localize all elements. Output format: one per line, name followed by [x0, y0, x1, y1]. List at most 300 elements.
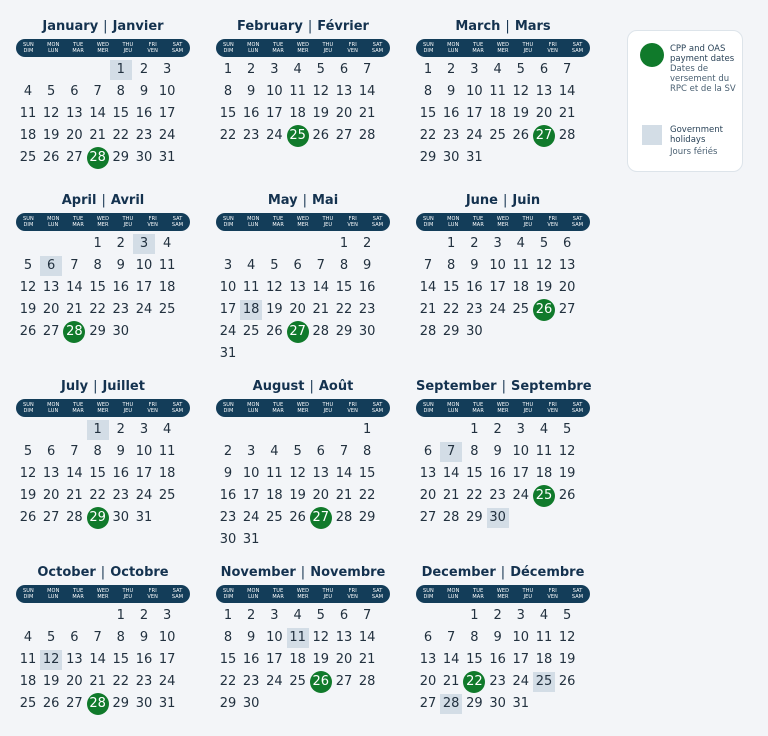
month-title: [416, 378, 590, 396]
day-grid: [416, 418, 590, 550]
calendar-day: 12: [558, 630, 576, 645]
calendar-day: 13: [66, 106, 83, 121]
calendar-day: 16: [242, 106, 260, 121]
month-october: [16, 564, 190, 736]
day-grid: [216, 232, 390, 364]
weekday-fr: SAM: [371, 48, 384, 54]
payment-date-day: 25: [287, 125, 309, 147]
weekday-fr: LUN: [48, 222, 59, 228]
calendar-day: 8: [447, 258, 456, 273]
calendar-day: 12: [42, 106, 60, 121]
calendar-day: 14: [442, 466, 460, 481]
weekday-fr: LUN: [48, 594, 59, 600]
calendar-day: 9: [116, 444, 125, 459]
weekday-label: [365, 585, 390, 603]
weekday-header: [16, 213, 190, 231]
weekday-en: FRI: [148, 42, 157, 48]
payment-date-day: 29: [87, 507, 109, 529]
calendar-day: 11: [158, 444, 176, 459]
title-separator: |: [100, 565, 106, 580]
calendar-day: 23: [489, 488, 506, 503]
calendar-day: 22: [112, 128, 130, 143]
calendar-day: 10: [489, 258, 506, 273]
weekday-label: [491, 39, 516, 57]
calendar-day: 29: [466, 696, 483, 711]
calendar-day: 1: [470, 422, 479, 437]
month-name-fr: Octobre: [110, 565, 169, 580]
weekday-en: TUE: [73, 42, 84, 48]
month-name-fr: Mars: [514, 19, 551, 34]
calendar-day: 16: [358, 280, 376, 295]
calendar-day: 13: [335, 630, 353, 645]
calendar-day: 22: [442, 302, 460, 317]
weekday-label: [41, 213, 66, 231]
calendar-day: 13: [42, 280, 60, 295]
weekday-fr: JEU: [323, 48, 333, 54]
weekday-en: TUE: [473, 42, 484, 48]
calendar-day: 20: [419, 488, 437, 503]
holiday-swatch: [642, 125, 662, 145]
day-grid: [216, 604, 390, 736]
weekday-fr: MER: [297, 594, 309, 600]
calendar-day: 19: [19, 488, 37, 503]
calendar-day: 14: [312, 280, 330, 295]
calendar-day: 20: [66, 128, 83, 143]
weekday-label: [66, 399, 91, 417]
weekday-fr: JEU: [523, 408, 533, 414]
weekday-en: SUN: [222, 216, 234, 222]
weekday-en: FRI: [148, 216, 157, 222]
calendar-day: 13: [419, 466, 437, 481]
weekday-en: FRI: [348, 42, 357, 48]
month-november: [216, 564, 390, 736]
calendar-day: 18: [19, 674, 37, 689]
weekday-label: [515, 213, 540, 231]
weekday-label: [140, 585, 165, 603]
weekday-label: [165, 213, 190, 231]
calendar-day: 27: [419, 510, 437, 525]
weekday-label: [41, 399, 66, 417]
calendar-day: 30: [358, 324, 376, 339]
weekday-fr: DIM: [223, 408, 234, 414]
month-name-fr: Novembre: [310, 565, 386, 580]
weekday-fr: VEN: [547, 408, 559, 414]
calendar-day: 6: [47, 444, 56, 459]
weekday-fr: VEN: [347, 408, 359, 414]
month-may: [216, 192, 390, 364]
calendar-day: 12: [558, 444, 576, 459]
calendar-day: 23: [442, 128, 460, 143]
weekday-label: [315, 39, 340, 57]
calendar-day: 21: [442, 674, 460, 689]
calendar-day: 20: [535, 106, 553, 121]
weekday-label: [291, 585, 316, 603]
calendar-day: 21: [442, 488, 460, 503]
month-name-en: November: [220, 565, 296, 580]
weekday-label: [491, 399, 516, 417]
weekday-en: WED: [296, 588, 310, 594]
calendar-day: 7: [316, 258, 325, 273]
calendar-day: 2: [470, 236, 479, 251]
calendar-day: 6: [316, 444, 325, 459]
weekday-fr: JEU: [523, 222, 533, 228]
calendar-day: 20: [289, 302, 306, 317]
calendar-day: 7: [70, 444, 79, 459]
calendar-day: 4: [539, 608, 549, 623]
calendar-day: 30: [242, 696, 260, 711]
month-title: [16, 192, 190, 210]
calendar-day: 18: [535, 466, 553, 481]
weekday-en: SUN: [22, 216, 34, 222]
legend-payment-fr: Dates de versement du RPC et de la SV: [670, 64, 736, 94]
calendar-day: 9: [493, 630, 502, 645]
month-august: [216, 378, 390, 550]
weekday-en: SAT: [372, 402, 383, 408]
calendar-day: 31: [158, 696, 176, 711]
calendar-day: 20: [558, 280, 576, 295]
calendar-day: 8: [116, 84, 125, 99]
calendar-day: 28: [358, 128, 376, 143]
weekday-label: [241, 585, 266, 603]
weekday-fr: DIM: [423, 408, 434, 414]
weekday-fr: DIM: [423, 222, 434, 228]
weekday-label: [416, 585, 441, 603]
calendar-day: 13: [289, 280, 306, 295]
calendar-day: 18: [289, 106, 306, 121]
calendar-day: 28: [335, 510, 353, 525]
weekday-label: [565, 585, 590, 603]
weekday-label: [16, 585, 41, 603]
month-march: [416, 18, 590, 190]
weekday-fr: LUN: [248, 408, 259, 414]
calendar-day: 1: [339, 236, 349, 251]
calendar-day: 14: [442, 652, 460, 667]
month-february: [216, 18, 390, 190]
calendar-day: 24: [158, 674, 176, 689]
weekday-label: [66, 585, 91, 603]
calendar-day: 29: [335, 324, 353, 339]
weekday-en: SAT: [372, 42, 383, 48]
weekday-fr: VEN: [147, 48, 159, 54]
calendar-day: 5: [293, 444, 302, 459]
weekday-en: WED: [96, 588, 110, 594]
weekday-fr: VEN: [347, 48, 359, 54]
calendar-day: 23: [466, 302, 483, 317]
calendar-day: 1: [223, 608, 233, 623]
weekday-en: THU: [522, 216, 534, 222]
weekday-label: [140, 39, 165, 57]
weekday-en: TUE: [473, 216, 484, 222]
calendar-day: 27: [335, 128, 353, 143]
calendar-day: 24: [135, 302, 153, 317]
weekday-en: WED: [96, 42, 110, 48]
calendar-day: 25: [158, 302, 176, 317]
calendar-day: 21: [66, 488, 83, 503]
weekday-en: SUN: [222, 42, 234, 48]
calendar-day: 26: [266, 324, 283, 339]
weekday-fr: VEN: [147, 222, 159, 228]
legend-holiday-text: [670, 125, 740, 157]
weekday-fr: VEN: [147, 594, 159, 600]
calendar-day: 23: [135, 128, 153, 143]
calendar-day: 29: [89, 324, 106, 339]
calendar-day: 12: [535, 258, 553, 273]
weekday-label: [91, 585, 116, 603]
weekday-label: [16, 39, 41, 57]
title-separator: |: [501, 379, 506, 394]
weekday-label: [466, 39, 491, 57]
calendar-day: 22: [89, 302, 106, 317]
month-name-en: December: [421, 565, 496, 580]
calendar-day: 10: [512, 630, 530, 645]
weekday-fr: MAR: [72, 48, 84, 54]
month-name-en: September: [416, 379, 497, 394]
calendar-day: 9: [470, 258, 479, 273]
calendar-day: 10: [266, 84, 283, 99]
weekday-label: [66, 39, 91, 57]
calendar-day: 1: [223, 62, 233, 77]
calendar-day: 23: [489, 674, 506, 689]
weekday-fr: MER: [97, 48, 109, 54]
payment-date-swatch: [640, 43, 664, 67]
weekday-en: THU: [522, 402, 534, 408]
weekday-label: [140, 399, 165, 417]
month-april: [16, 192, 190, 364]
calendar-day: 21: [89, 674, 106, 689]
weekday-label: [216, 39, 241, 57]
calendar-day: 22: [112, 674, 130, 689]
calendar-day: 13: [66, 652, 83, 667]
weekday-fr: LUN: [448, 408, 459, 414]
weekday-fr: MER: [497, 408, 509, 414]
calendar-day: 29: [442, 324, 460, 339]
title-separator: |: [93, 379, 98, 394]
calendar-day: 24: [466, 128, 483, 143]
weekday-en: FRI: [548, 402, 557, 408]
weekday-en: MON: [47, 42, 60, 48]
weekday-en: FRI: [548, 588, 557, 594]
weekday-label: [291, 213, 316, 231]
calendar-day: 2: [447, 62, 456, 77]
calendar-day: 21: [358, 106, 376, 121]
calendar-day: 17: [512, 466, 530, 481]
calendar-day: 2: [223, 444, 233, 459]
calendar-day: 29: [219, 696, 237, 711]
calendar-day: 6: [339, 62, 349, 77]
month-title: [216, 378, 390, 396]
weekday-en: THU: [522, 588, 534, 594]
weekday-en: FRI: [548, 42, 557, 48]
payment-date-day: 22: [463, 671, 485, 693]
weekday-fr: LUN: [48, 48, 59, 54]
calendar-day: 16: [489, 466, 506, 481]
calendar-day: 29: [358, 510, 376, 525]
holiday-day: 7: [440, 442, 462, 462]
calendar-day: 8: [470, 444, 479, 459]
calendar-day: 19: [42, 128, 60, 143]
calendar-day: 14: [358, 84, 376, 99]
calendar-day: 13: [558, 258, 576, 273]
month-title: [216, 564, 390, 582]
calendar-day: 8: [116, 630, 125, 645]
calendar-day: 5: [539, 236, 549, 251]
calendar-day: 7: [93, 84, 102, 99]
calendar-day: 15: [112, 106, 130, 121]
weekday-label: [315, 213, 340, 231]
month-title: [216, 18, 390, 36]
calendar-day: 14: [419, 280, 437, 295]
calendar-day: 14: [89, 652, 106, 667]
weekday-fr: MAR: [272, 222, 284, 228]
calendar-day: 26: [42, 696, 60, 711]
calendar-day: 17: [219, 302, 237, 317]
calendar-day: 22: [89, 488, 106, 503]
weekday-label: [266, 39, 291, 57]
weekday-label: [41, 39, 66, 57]
calendar-day: 19: [42, 674, 60, 689]
weekday-fr: JEU: [123, 48, 133, 54]
calendar-day: 14: [89, 106, 106, 121]
calendar-day: 5: [23, 258, 33, 273]
calendar-day: 5: [316, 62, 325, 77]
calendar-day: 30: [135, 150, 153, 165]
calendar-day: 28: [442, 510, 460, 525]
calendar-day: 9: [116, 258, 125, 273]
calendar-day: 15: [89, 466, 106, 481]
calendar-day: 22: [419, 128, 437, 143]
weekday-en: WED: [496, 216, 510, 222]
month-name-en: May: [267, 193, 298, 208]
weekday-en: THU: [322, 42, 334, 48]
weekday-label: [216, 585, 241, 603]
weekday-en: SAT: [172, 216, 183, 222]
calendar-day: 13: [535, 84, 553, 99]
month-name-fr: Avril: [110, 193, 145, 208]
month-title: [16, 564, 190, 582]
month-name-en: October: [37, 565, 96, 580]
weekday-label: [565, 399, 590, 417]
weekday-fr: SAM: [171, 48, 184, 54]
legend-payment-en: CPP and OAS payment dates: [670, 44, 735, 64]
calendar-day: 19: [535, 280, 553, 295]
calendar-day: 26: [312, 128, 330, 143]
calendar-day: 11: [535, 630, 553, 645]
weekday-en: THU: [522, 42, 534, 48]
calendar-day: 26: [19, 510, 37, 525]
weekday-en: TUE: [273, 402, 284, 408]
calendar-day: 24: [266, 128, 283, 143]
weekday-fr: MER: [297, 222, 309, 228]
calendar-day: 7: [339, 444, 349, 459]
calendar-day: 3: [516, 608, 525, 623]
weekday-en: TUE: [73, 216, 84, 222]
calendar-day: 5: [516, 62, 525, 77]
calendar-day: 4: [163, 236, 172, 251]
calendar-day: 9: [139, 84, 149, 99]
calendar-day: 19: [558, 466, 576, 481]
calendar-day: 21: [89, 128, 106, 143]
title-separator: |: [103, 19, 108, 34]
calendar-day: 2: [247, 62, 256, 77]
weekday-en: THU: [122, 216, 134, 222]
calendar-day: 23: [219, 510, 237, 525]
weekday-label: [266, 399, 291, 417]
month-name-en: July: [61, 379, 89, 394]
calendar-day: 5: [270, 258, 279, 273]
calendar-day: 18: [289, 652, 306, 667]
weekday-label: [315, 585, 340, 603]
calendar-day: 21: [312, 302, 330, 317]
legend-holiday-fr: Jours fériés: [670, 147, 718, 157]
payment-date-day: 27: [287, 321, 309, 343]
weekday-en: SAT: [372, 588, 383, 594]
weekday-label: [115, 399, 140, 417]
weekday-label: [416, 39, 441, 57]
calendar-day: 27: [335, 674, 353, 689]
payment-date-day: 26: [310, 671, 332, 693]
calendar-day: 24: [512, 488, 530, 503]
month-june: [416, 192, 590, 364]
weekday-label: [165, 39, 190, 57]
day-grid: [416, 58, 590, 190]
weekday-en: TUE: [73, 402, 84, 408]
calendar-day: 11: [512, 258, 530, 273]
calendar-day: 25: [242, 324, 260, 339]
calendar-day: 3: [163, 608, 172, 623]
calendar-day: 25: [19, 696, 37, 711]
calendar-day: 14: [66, 280, 83, 295]
weekday-label: [515, 585, 540, 603]
calendar-day: 16: [219, 488, 237, 503]
calendar-day: 1: [363, 422, 372, 437]
weekday-fr: MAR: [472, 408, 484, 414]
calendar-day: 4: [163, 422, 172, 437]
weekday-fr: LUN: [48, 408, 59, 414]
weekday-fr: SAM: [371, 594, 384, 600]
weekday-fr: MAR: [272, 408, 284, 414]
calendar-day: 11: [289, 84, 306, 99]
weekday-fr: LUN: [248, 222, 259, 228]
calendar-day: 7: [93, 630, 102, 645]
calendar-day: 30: [442, 150, 460, 165]
month-name-fr: Août: [318, 379, 354, 394]
calendar-day: 24: [242, 510, 260, 525]
calendar-day: 21: [66, 302, 83, 317]
calendar-day: 23: [358, 302, 376, 317]
weekday-en: SUN: [422, 42, 434, 48]
weekday-fr: DIM: [23, 222, 34, 228]
payment-date-day: 26: [533, 299, 555, 321]
weekday-label: [491, 585, 516, 603]
weekday-fr: SAM: [571, 594, 584, 600]
calendar-day: 10: [512, 444, 530, 459]
calendar-day: 8: [423, 84, 433, 99]
weekday-label: [16, 213, 41, 231]
weekday-label: [266, 585, 291, 603]
weekday-label: [565, 213, 590, 231]
calendar-day: 21: [358, 652, 376, 667]
calendar-day: 25: [19, 150, 37, 165]
payment-date-day: 27: [533, 125, 555, 147]
calendar-day: 4: [539, 422, 549, 437]
weekday-en: MON: [447, 216, 460, 222]
calendar-day: 18: [158, 466, 176, 481]
weekday-label: [91, 399, 116, 417]
weekday-label: [291, 39, 316, 57]
payment-date-day: 27: [310, 507, 332, 529]
calendar-day: 27: [419, 696, 437, 711]
calendar-day: 5: [316, 608, 325, 623]
